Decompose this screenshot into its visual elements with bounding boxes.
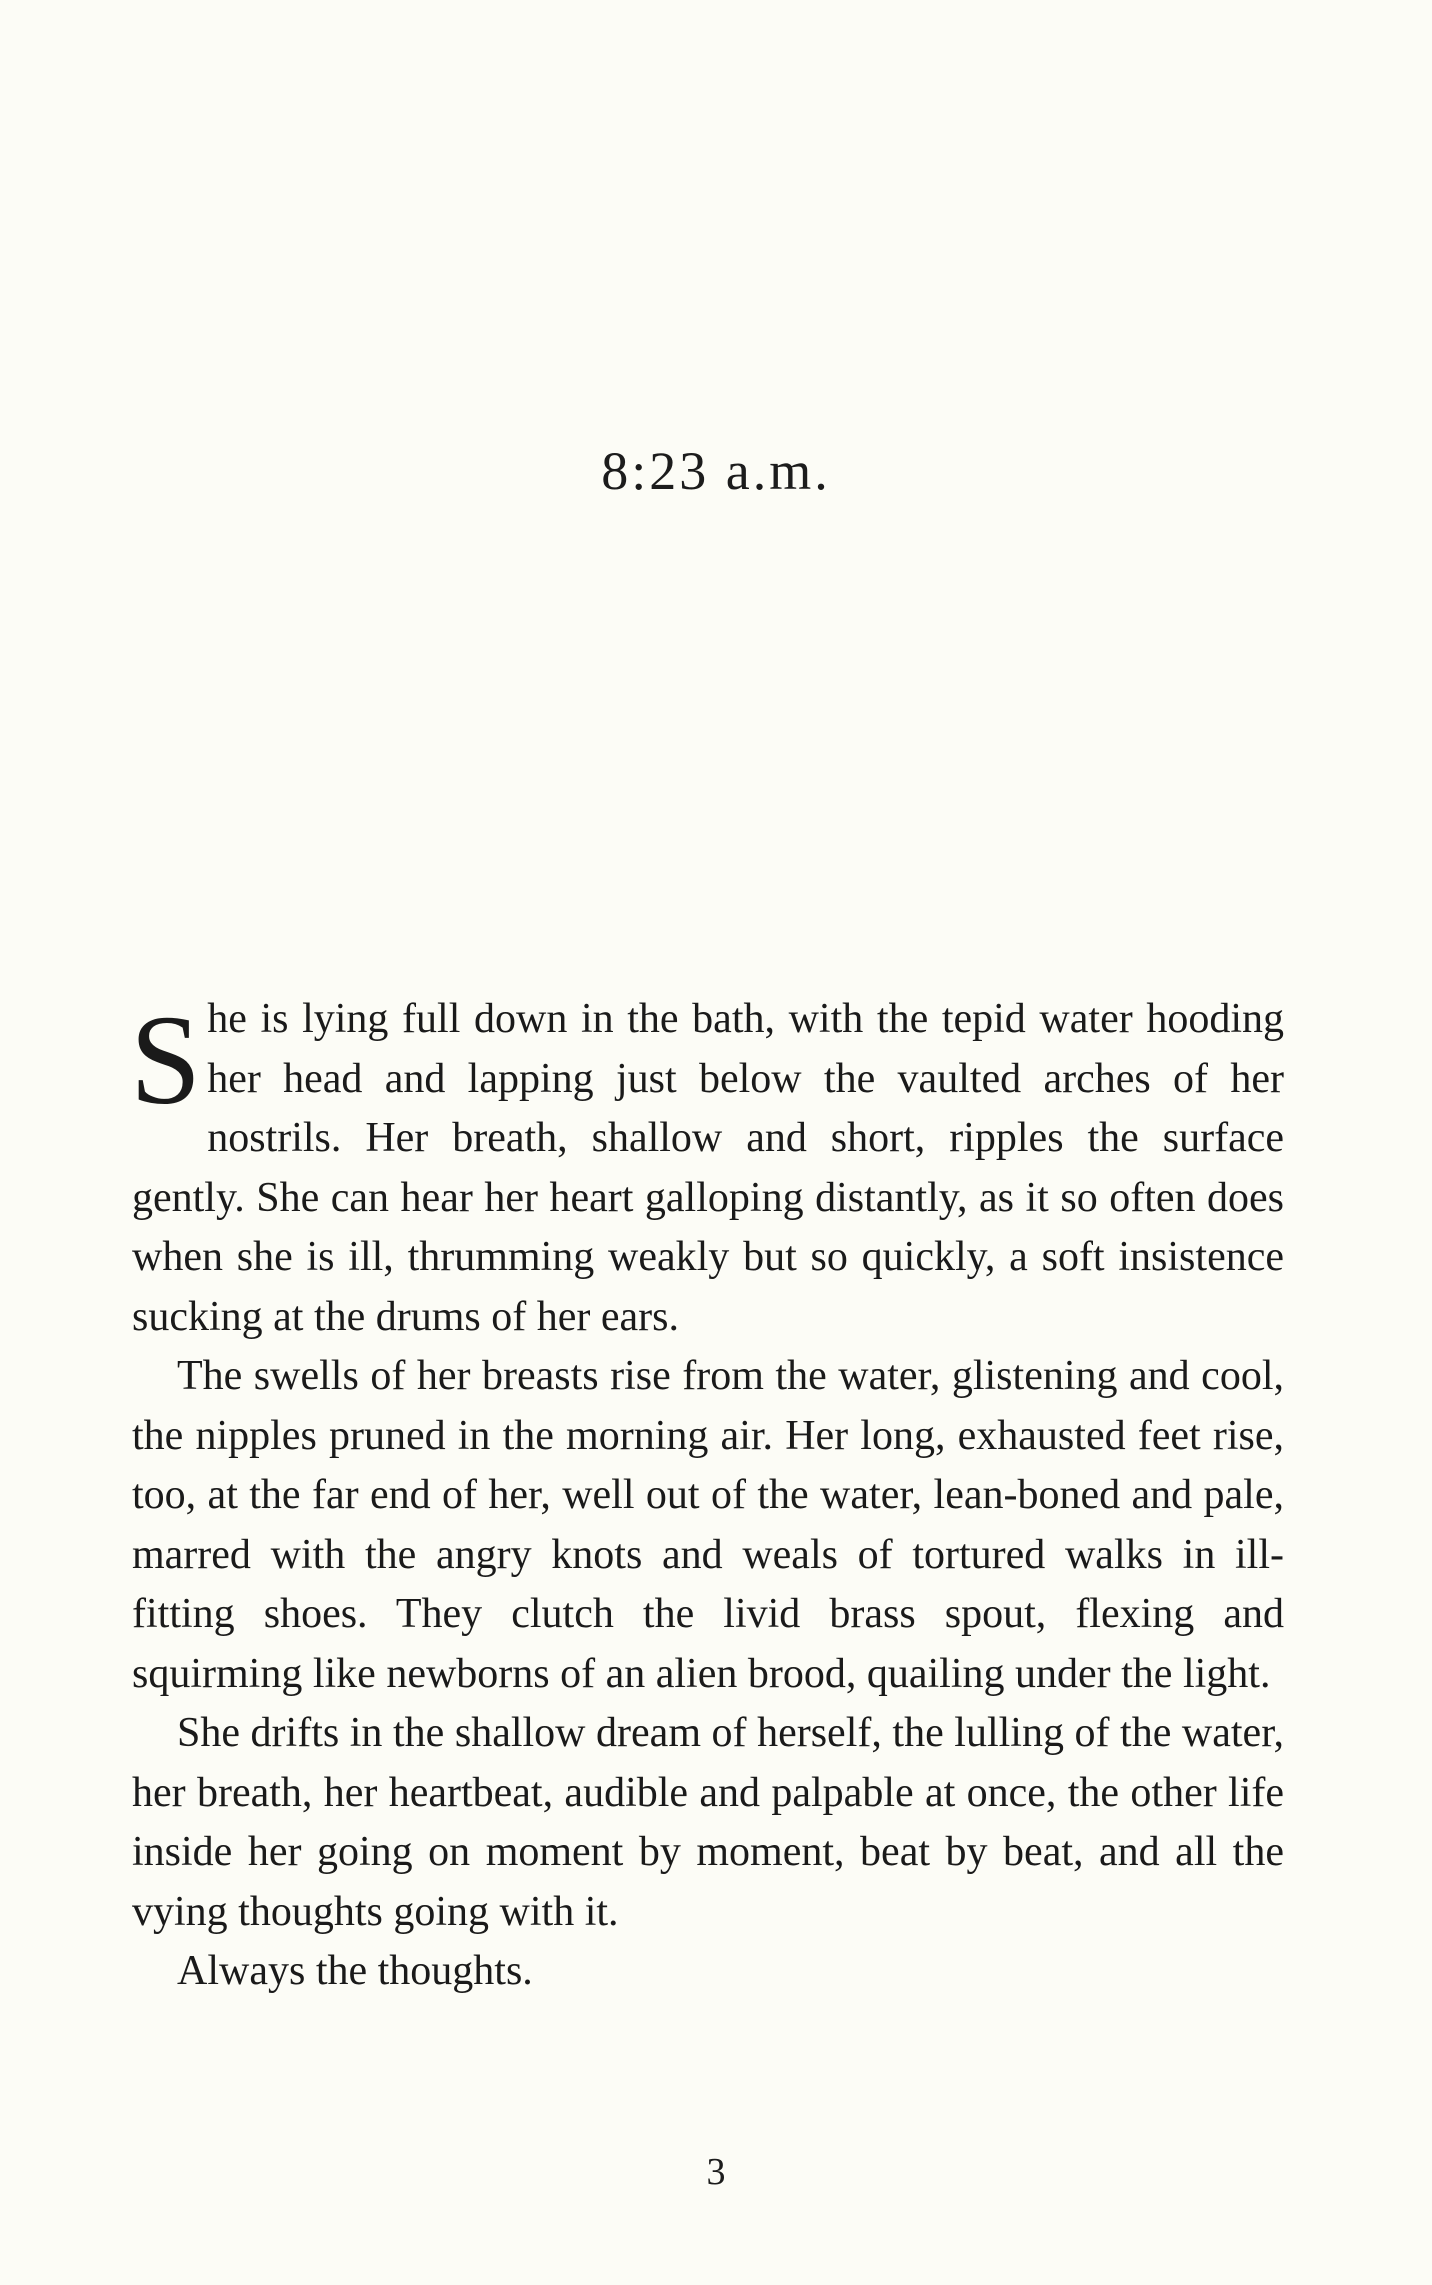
paragraph-2: The swells of her breasts rise from the water, glistening and cool, the nipples pruned in the morning air. Her long, exhausted feet rise, too, at the far end of her, well out of the water, lean-boned and pale, marred with the angry knots and weals of tortured walks in ill-fitting shoes. They clutch the livid brass spout, flexing and squirming like newborns of an alien brood, quailing under the light. (132, 1353, 1284, 1697)
page-number: 3 (706, 2151, 726, 2193)
paragraph-4: Always the thoughts. (177, 1948, 533, 1994)
paragraph-3: She drifts in the shallow dream of herself, the lulling of the water, her breath, her heartbeat, audible and palpable at once, the other life inside her going on moment by moment, beat by beat, and all the vying thoughts going with it. (132, 1710, 1284, 1935)
paragraph-1 (132, 990, 1284, 1347)
chapter-title: 8:23 a.m. (601, 441, 831, 501)
paragraph-1-text: he is lying full down in the bath, with the tepid water hooding her head and lapping just below the vaulted arches of her nostrils. Her breath, shallow and short, ripples the surface gently. She can hear her heart galloping distantly, as it so often does when she is ill, thrumming weakly but so quickly, a soft insistence sucking at the drums of her ears. (132, 996, 1284, 1340)
drop-cap: S (130, 989, 202, 1131)
body-text (132, 990, 1284, 2002)
